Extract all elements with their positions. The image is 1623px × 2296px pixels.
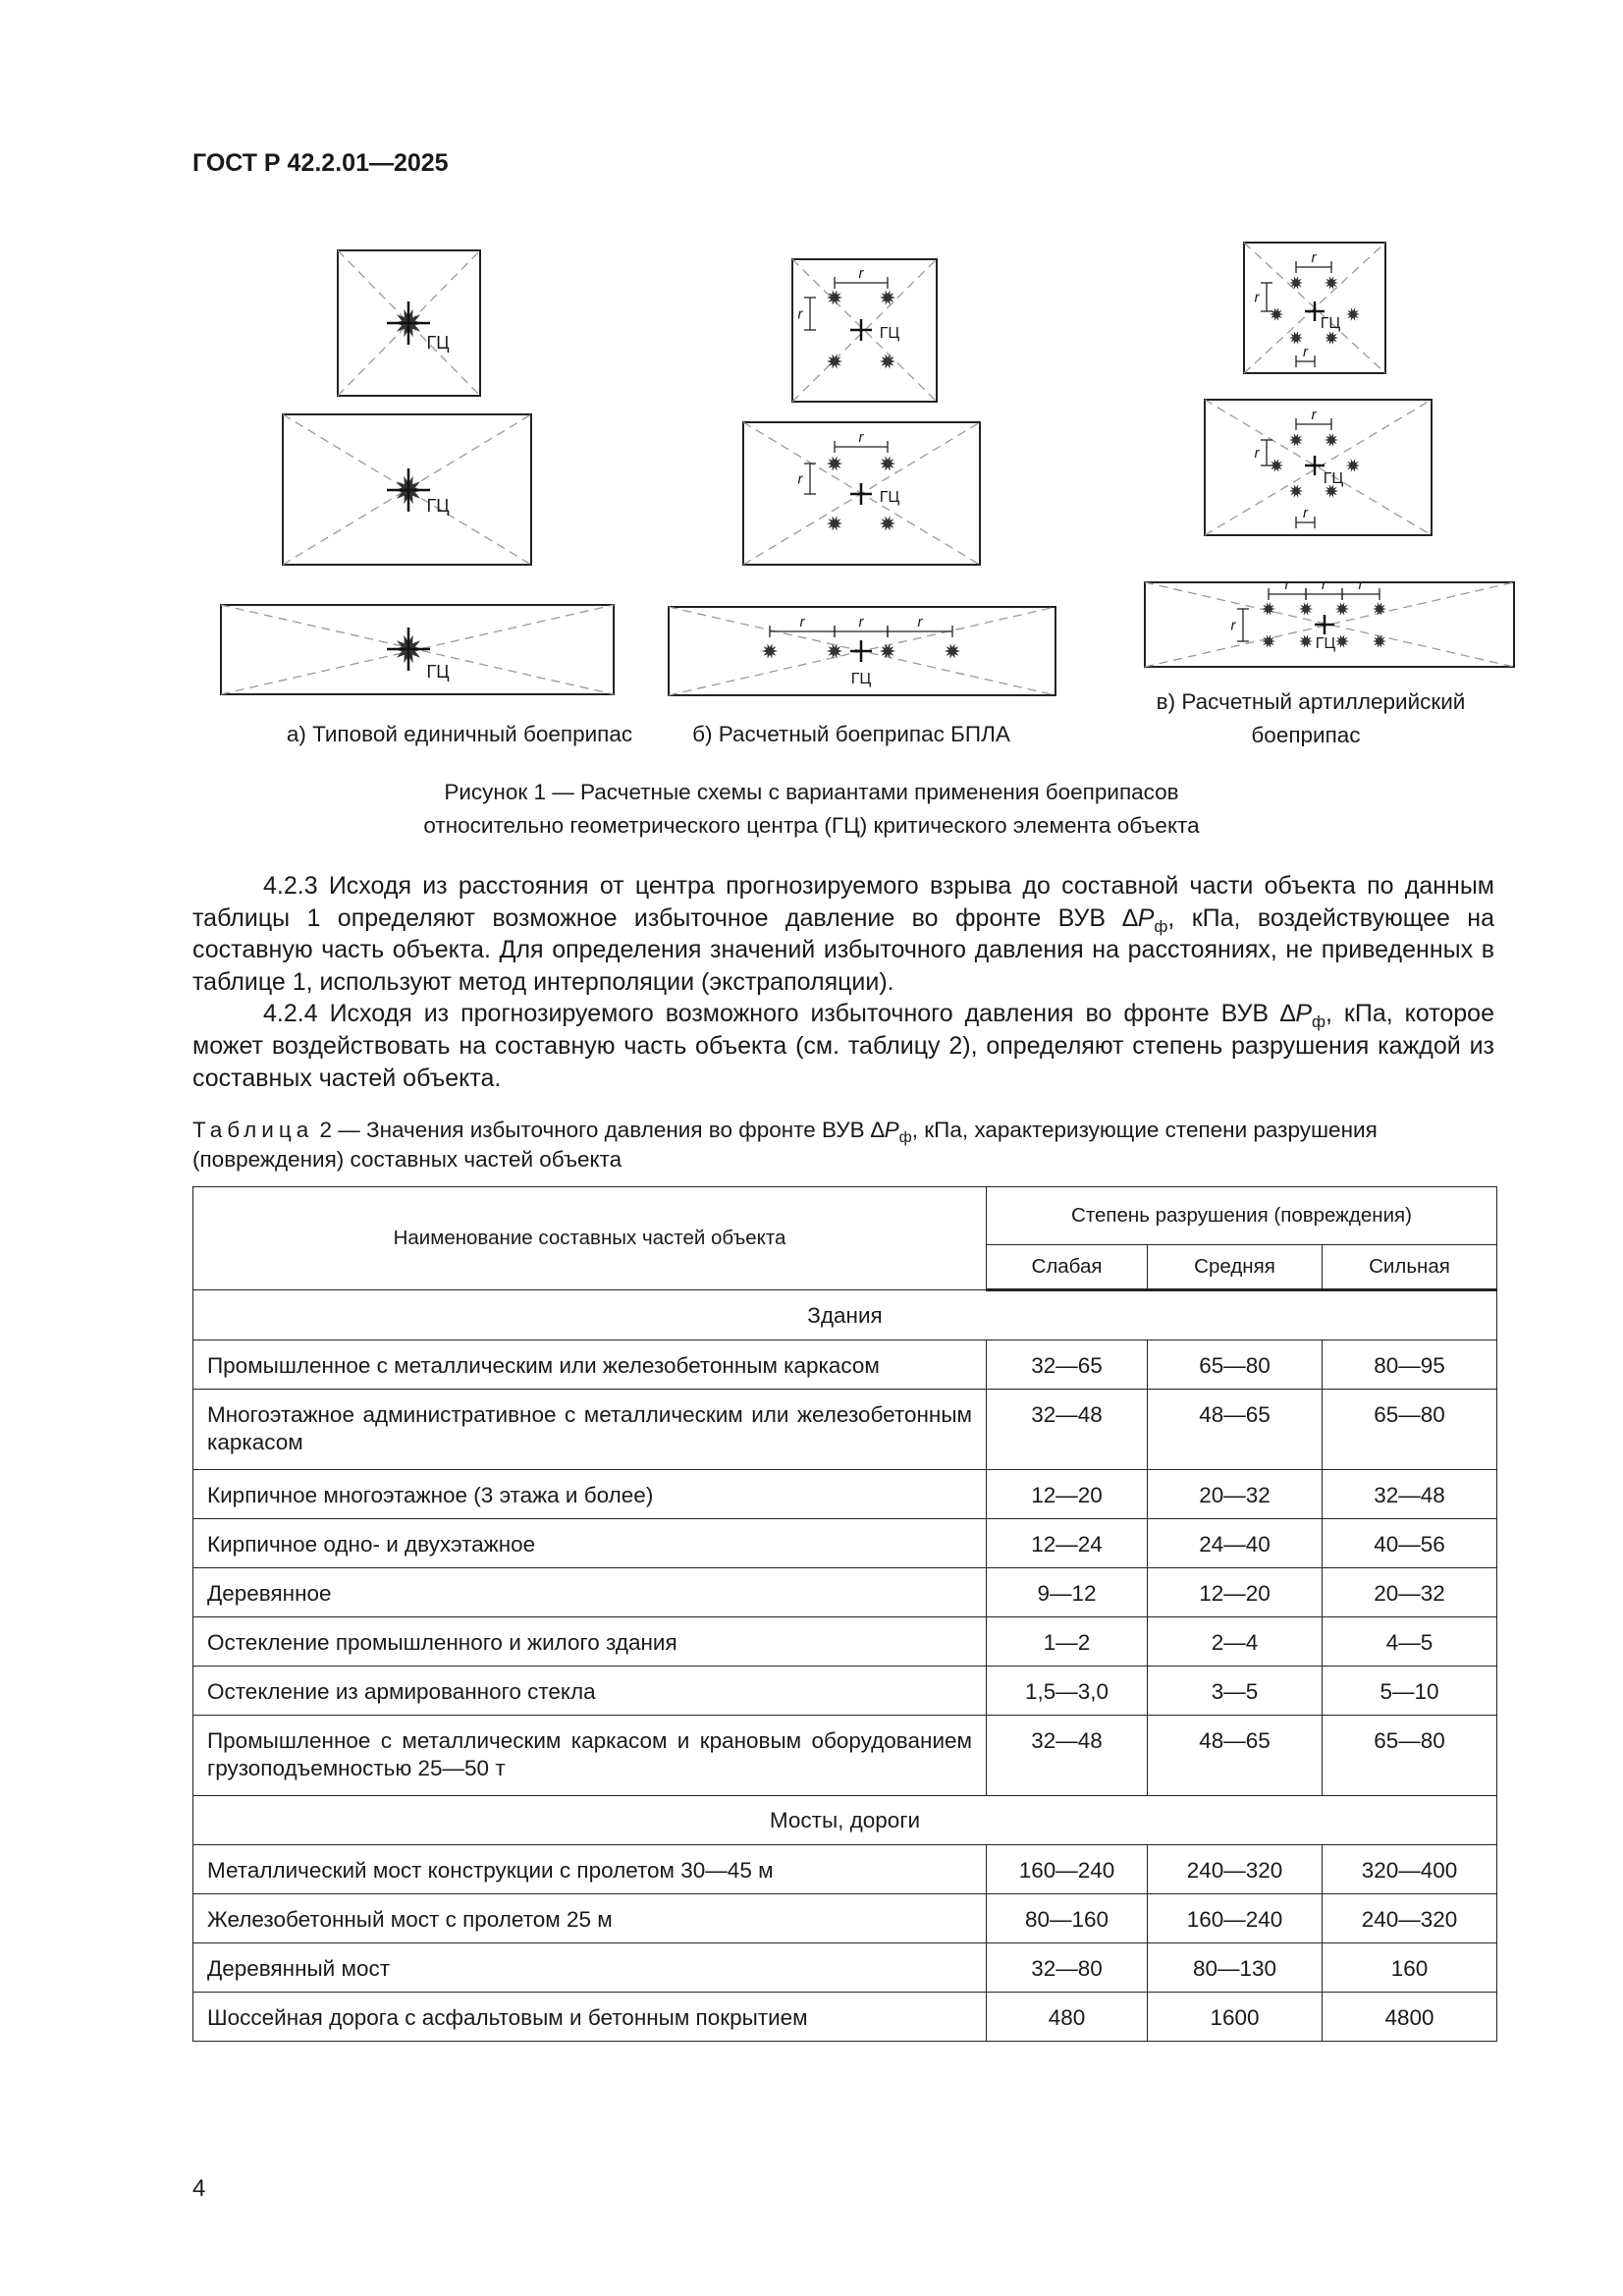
table-row [193, 1390, 1497, 1470]
value-strong: 40—56 [1323, 1519, 1497, 1568]
panel-a-caption: а) Типовой единичный боеприпас [286, 722, 633, 746]
munition-burst-icon [945, 643, 960, 658]
row-name: Железобетонный мост с пролетом 25 м [193, 1894, 987, 1943]
value-strong: 65—80 [1323, 1390, 1497, 1470]
value-medium: 3—5 [1148, 1667, 1323, 1716]
table-row [193, 1943, 1497, 1993]
row-name: Деревянное [193, 1568, 987, 1617]
panel-c-caption-line2: боеприпас [1251, 723, 1361, 746]
document-header: ГОСТ Р 42.2.01—2025 [192, 149, 449, 177]
munition-burst-icon [1289, 433, 1303, 446]
r-label: r [858, 614, 864, 630]
header-degree: Степень разрушения (повреждения) [987, 1187, 1497, 1245]
munition-burst-icon [1270, 307, 1283, 320]
munition-burst-icon [1346, 459, 1360, 471]
munition-burst-icon [1325, 433, 1338, 446]
munition-burst-icon [880, 456, 895, 470]
gc-label: ГЦ [1315, 635, 1336, 652]
r-label: r [797, 470, 803, 488]
table-row [193, 1894, 1497, 1943]
table-caption: Таблица 2 — Значения избыточного давления во фронте ВУВ $\Delta P_ф$, кПа, характеризующие степени разрушения (повреждения) составных частей объекта [192, 1118, 1378, 1172]
page-number: 4 [192, 2175, 206, 2202]
figure-caption-line2: относительно геометрического центра (ГЦ) критического элемента объекта [423, 813, 1200, 838]
row-name: Кирпичное многоэтажное (3 этажа и более) [193, 1470, 987, 1519]
row-name: Кирпичное одно- и двухэтажное [193, 1519, 987, 1568]
r-label: r [797, 305, 803, 323]
munition-burst-icon [1346, 307, 1360, 320]
r-label: r [1322, 576, 1326, 593]
r-label: r [917, 614, 923, 630]
value-medium: 24—40 [1148, 1519, 1323, 1568]
paragraph-4-2-4: 4.2.4 Исходя из прогнозируемого возможного избыточного давления во фронте ВУВ $\Delta P_ф$, кПа, которое может воздействовать на составную часть объекта (см. таблицу 2), определяют степень разрушения каждой из составных частей объекта. [192, 1000, 1494, 1092]
value-weak: 1,5—3,0 [987, 1667, 1148, 1716]
munition-burst-icon [827, 354, 842, 368]
row-name: Шоссейная дорога с асфальтовым и бетонным покрытием [193, 1993, 987, 2042]
value-strong: 20—32 [1323, 1568, 1497, 1617]
gc-label: ГЦ [426, 333, 450, 353]
value-weak: 480 [987, 1993, 1148, 2042]
gc-label: ГЦ [426, 662, 450, 682]
value-weak: 80—160 [987, 1894, 1148, 1943]
value-strong: 32—48 [1323, 1470, 1497, 1519]
value-medium: 160—240 [1148, 1894, 1323, 1943]
table-row [193, 1519, 1497, 1568]
table-row [193, 1617, 1497, 1667]
table-row [193, 1845, 1497, 1894]
munition-burst-icon [1335, 634, 1349, 647]
body-text [192, 870, 1494, 1094]
row-name: Металлический мост конструкции с пролетом 30—45 м [193, 1845, 987, 1894]
value-weak: 32—48 [987, 1716, 1148, 1796]
panel-b-caption: б) Расчетный боеприпас БПЛА [692, 722, 1010, 746]
table-row [193, 1568, 1497, 1617]
value-medium: 12—20 [1148, 1568, 1323, 1617]
section-row [193, 1290, 1497, 1340]
value-strong: 80—95 [1323, 1340, 1497, 1390]
panel-c-caption-line1: в) Расчетный артиллерийский [1156, 689, 1466, 714]
value-medium: 1600 [1148, 1993, 1323, 2042]
r-label: r [1303, 344, 1308, 360]
section-row [193, 1796, 1497, 1845]
table-row [193, 1470, 1497, 1519]
munition-burst-icon [827, 290, 842, 304]
header-medium: Средняя [1148, 1245, 1323, 1290]
value-weak: 9—12 [987, 1568, 1148, 1617]
section-title: Здания [193, 1290, 1497, 1340]
value-medium: 80—130 [1148, 1943, 1323, 1993]
munition-burst-icon [1335, 602, 1349, 615]
r-label: r [1254, 445, 1260, 462]
r-label: r [1311, 249, 1317, 266]
gc-label: ГЦ [879, 325, 900, 342]
figure-caption-line1: Рисунок 1 — Расчетные схемы с вариантами применения боеприпасов [444, 780, 1179, 804]
value-weak: 32—48 [987, 1390, 1148, 1470]
munition-burst-icon [880, 516, 895, 530]
munition-burst-icon [1262, 634, 1275, 647]
gc-label: ГЦ [1323, 470, 1344, 487]
munition-burst-icon [1299, 602, 1313, 615]
figure-1-schemes [0, 0, 1623, 746]
r-label: r [799, 614, 805, 630]
value-medium: 48—65 [1148, 1716, 1323, 1796]
table-row [193, 1993, 1497, 2042]
value-strong: 65—80 [1323, 1716, 1497, 1796]
munition-burst-icon [1289, 276, 1303, 289]
gc-label: ГЦ [879, 489, 900, 506]
value-strong: 320—400 [1323, 1845, 1497, 1894]
table-row [193, 1667, 1497, 1716]
value-medium: 65—80 [1148, 1340, 1323, 1390]
header-name: Наименование составных частей объекта [193, 1187, 987, 1290]
r-label: r [1311, 407, 1317, 423]
row-name: Промышленное с металлическим каркасом и крановым оборудованием грузоподъемностью 25—50 т [193, 1716, 987, 1796]
row-name: Многоэтажное административное с металлическим или железобетонным каркасом [193, 1390, 987, 1470]
value-weak: 32—80 [987, 1943, 1148, 1993]
value-medium: 48—65 [1148, 1390, 1323, 1470]
r-label: r [1284, 576, 1290, 593]
r-label: r [1254, 289, 1260, 306]
table-2 [192, 1186, 1497, 2042]
munition-burst-icon [827, 643, 842, 658]
munition-burst-icon [1299, 634, 1313, 647]
row-name: Промышленное с металлическим или железобетонным каркасом [193, 1340, 987, 1390]
value-medium: 2—4 [1148, 1617, 1323, 1667]
value-medium: 240—320 [1148, 1845, 1323, 1894]
row-name: Деревянный мост [193, 1943, 987, 1993]
table-row [193, 1340, 1497, 1390]
header-strong: Сильная [1323, 1245, 1497, 1290]
r-label: r [1303, 505, 1308, 521]
value-weak: 160—240 [987, 1845, 1148, 1894]
gc-label: ГЦ [1320, 315, 1341, 332]
value-strong: 160 [1323, 1943, 1497, 1993]
munition-burst-icon [1289, 484, 1303, 497]
gc-label: ГЦ [426, 496, 450, 516]
r-label: r [858, 429, 864, 446]
value-strong: 4—5 [1323, 1617, 1497, 1667]
munition-burst-icon [762, 643, 778, 658]
munition-burst-icon [827, 456, 842, 470]
row-name: Остекление промышленного и жилого здания [193, 1617, 987, 1667]
munition-burst-icon [827, 516, 842, 530]
value-strong: 240—320 [1323, 1894, 1497, 1943]
munition-burst-icon [1325, 331, 1338, 344]
row-name: Остекление из армированного стекла [193, 1667, 987, 1716]
value-weak: 1—2 [987, 1617, 1148, 1667]
munition-burst-icon [1289, 331, 1303, 344]
value-weak: 32—65 [987, 1340, 1148, 1390]
header-weak: Слабая [987, 1245, 1148, 1290]
munition-burst-icon [1262, 602, 1275, 615]
value-weak: 12—20 [987, 1470, 1148, 1519]
table-row [193, 1716, 1497, 1796]
paragraph-4-2-3: 4.2.3 Исходя из расстояния от центра прогнозируемого взрыва до составной части объекта по данным таблицы 1 определяют возможное избыточное давление во фронте ВУВ $\Delta P_ф$, кПа, воздействующее на составную часть объекта. Для определения значений избыточного давления на расстояниях, не приведенных в таблице 1, используют метод интерполяции (экстраполяции). [192, 872, 1494, 996]
value-strong: 4800 [1323, 1993, 1497, 2042]
value-medium: 20—32 [1148, 1470, 1323, 1519]
r-label: r [1358, 576, 1364, 593]
section-title: Мосты, дороги [193, 1796, 1497, 1845]
r-label: r [858, 265, 864, 282]
value-weak: 12—24 [987, 1519, 1148, 1568]
value-strong: 5—10 [1323, 1667, 1497, 1716]
gc-label: ГЦ [850, 671, 872, 687]
figure-caption [0, 776, 1623, 843]
munition-burst-icon [880, 354, 895, 368]
r-label: r [1230, 617, 1236, 634]
